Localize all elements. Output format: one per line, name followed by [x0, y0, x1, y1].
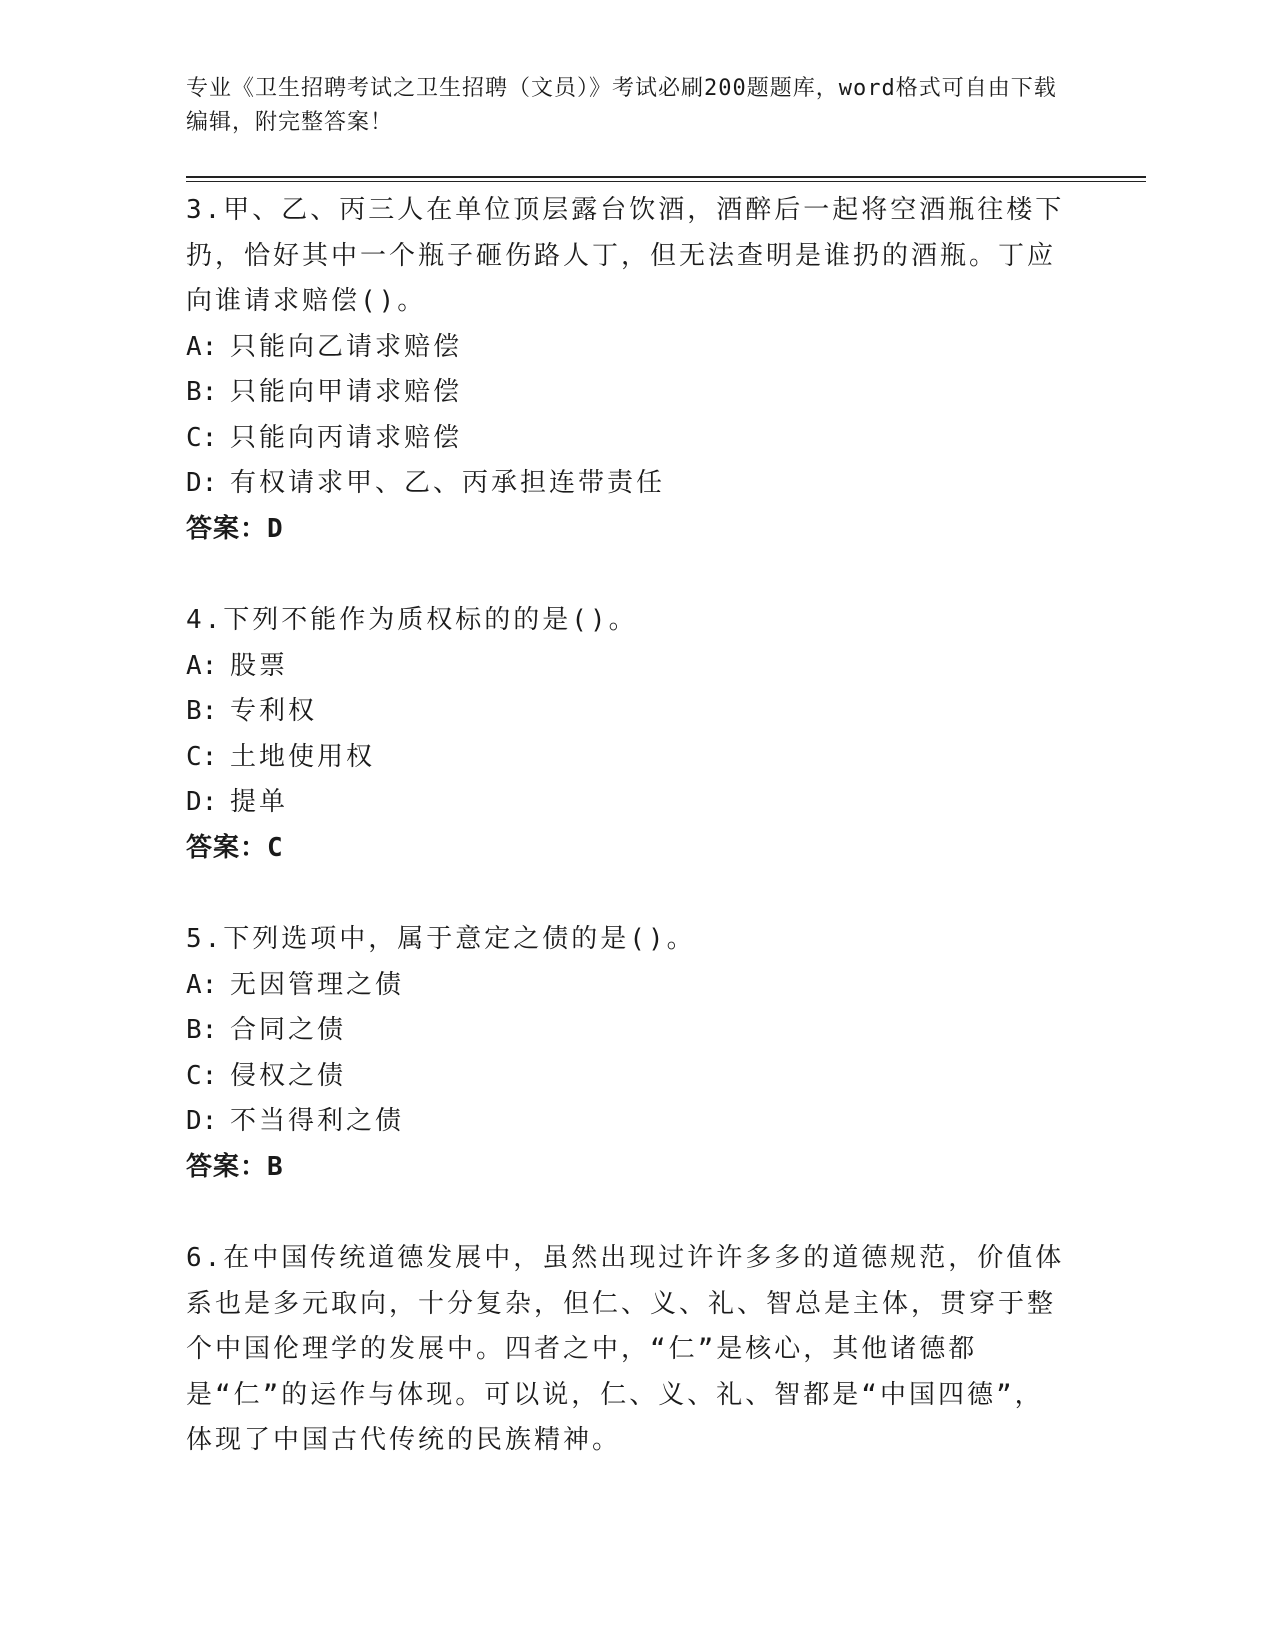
option-letter: C:	[186, 741, 218, 772]
option-text: 合同之债	[230, 1015, 347, 1045]
option-d	[186, 1099, 1066, 1145]
header-divider-thin	[186, 181, 1146, 182]
option-letter: B:	[186, 696, 218, 726]
option-text: 无因管理之债	[230, 969, 405, 1000]
option-text: 只能向甲请求赔偿	[230, 377, 463, 407]
question-list	[186, 188, 1066, 1510]
option-text: 侵权之债	[230, 1060, 347, 1091]
answer-line: 答案：C	[186, 832, 284, 863]
option-b	[186, 689, 1066, 735]
option-letter: C:	[186, 422, 218, 453]
question-6	[186, 1236, 1066, 1464]
option-b	[186, 1008, 1066, 1054]
option-letter: D:	[186, 787, 218, 817]
option-letter: A:	[186, 969, 218, 1000]
option-text: 提单	[230, 787, 289, 817]
option-d	[186, 780, 1066, 826]
option-text: 股票	[230, 650, 289, 681]
question-stem: 4.下列不能作为质权标的的是()。	[186, 605, 638, 635]
question-stem: 6.在中国传统道德发展中，虽然出现过许许多多的道德规范，价值体系也是多元取向，十分复杂，但仁、义、礼、智总是主体，贯穿于整个中国伦理学的发展中。四者之中，“仁”是核心，其他诸德都是“仁”的运作与体现。可以说，仁、义、礼、智都是“中国四德”，体现了中国古代传统的民族精神。	[186, 1243, 1065, 1455]
question-stem: 3.甲、乙、丙三人在单位顶层露台饮酒，酒醉后一起将空酒瓶往楼下扔，恰好其中一个瓶子砸伤路人丁，但无法查明是谁扔的酒瓶。丁应向谁请求赔偿()。	[186, 195, 1065, 316]
question-4	[186, 598, 1066, 871]
header-divider-thick	[186, 176, 1146, 178]
option-letter: B:	[186, 1015, 218, 1045]
option-letter: D:	[186, 468, 218, 498]
option-b	[186, 370, 1066, 416]
option-d	[186, 461, 1066, 507]
question-5	[186, 917, 1066, 1190]
question-stem: 5.下列选项中，属于意定之债的是()。	[186, 924, 696, 954]
option-a	[186, 644, 1066, 690]
option-c	[186, 1054, 1066, 1100]
option-a	[186, 963, 1066, 1009]
answer-line: 答案：D	[186, 513, 284, 544]
option-text: 土地使用权	[230, 741, 376, 772]
option-c	[186, 735, 1066, 781]
option-letter: B:	[186, 377, 218, 407]
option-letter: D:	[186, 1106, 218, 1136]
option-text: 只能向丙请求赔偿	[230, 422, 463, 453]
option-text: 只能向乙请求赔偿	[230, 331, 463, 362]
option-a	[186, 325, 1066, 371]
option-text: 专利权	[230, 696, 318, 726]
option-letter: A:	[186, 650, 218, 681]
option-letter: A:	[186, 331, 218, 362]
document-header: 专业《卫生招聘考试之卫生招聘（文员）》考试必刷200题题库，word格式可自由下载编辑，附完整答案！	[186, 76, 1057, 135]
answer-line: 答案：B	[186, 1151, 284, 1182]
question-3	[186, 188, 1066, 552]
option-text: 有权请求甲、乙、丙承担连带责任	[230, 468, 666, 498]
option-text: 不当得利之债	[230, 1106, 405, 1136]
option-c	[186, 416, 1066, 462]
option-letter: C:	[186, 1060, 218, 1091]
